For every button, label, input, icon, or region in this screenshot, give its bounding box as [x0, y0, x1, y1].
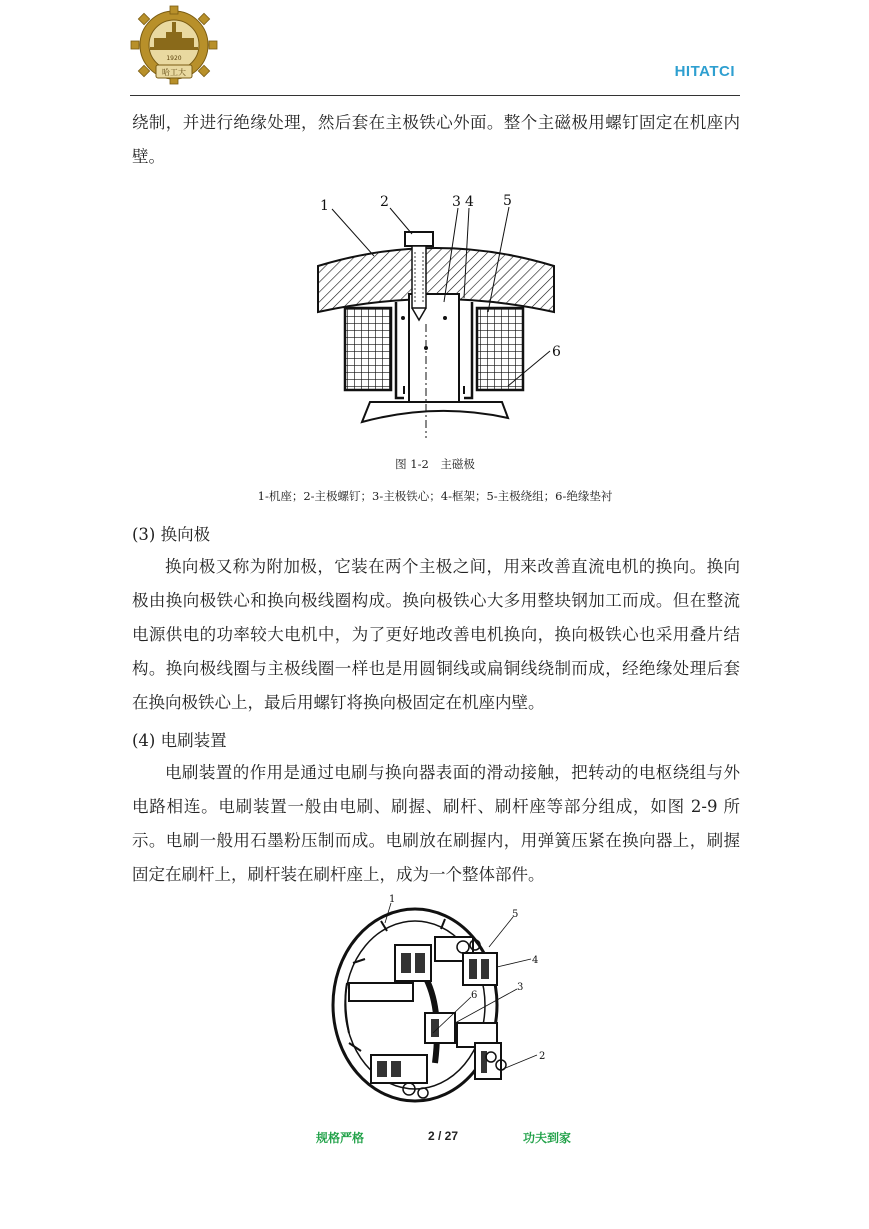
pole-bolt-head — [405, 232, 433, 246]
section4-heading: (4) 电刷装置 — [132, 731, 227, 750]
callout-6: 6 — [552, 344, 561, 360]
logo-year: 1920 — [166, 55, 182, 62]
callout-2: 2 — [380, 194, 389, 210]
university-logo — [126, 5, 222, 89]
header-rule — [130, 95, 740, 96]
logo-motto: 哈工大 — [162, 68, 186, 77]
callout-5: 5 — [512, 909, 519, 920]
paragraph-continuation: 绕制，并进行绝缘处理，然后套在主极铁心外面。整个主磁极用螺钉固定在机座内壁。 — [132, 113, 740, 166]
figure1-caption: 图 1-2 主磁极 — [395, 457, 475, 471]
callout-4: 4 — [465, 194, 474, 210]
brush-holder-top — [395, 945, 431, 981]
callout-6: 6 — [471, 990, 478, 1001]
section3-paragraph: 换向极又称为附加极，它装在两个主极之间，用来改善直流电机的换向。换向极由换向极铁心和换向极线圈构成。换向极铁心大多用整块钢加工而成。但在整流电源供电的功率较大电机中，为了更好地改善电机换向，换向极铁心也采用叠片结构。换向极线圈与主极线圈一样也是用圆铜线或扁铜线绕制而成，经绝缘处理后套在换向极铁心上，最后用螺钉将换向极固定在机座内壁。 — [132, 557, 740, 712]
section3-heading: (3) 换向极 — [132, 525, 211, 544]
callout-4: 4 — [532, 955, 539, 966]
callout-3: 3 — [452, 194, 461, 210]
brand-text: HITATCI — [674, 63, 735, 80]
callout-5: 5 — [503, 193, 512, 209]
footer-motto-right: 功夫到家 — [523, 1131, 572, 1145]
brush-gear-diagram — [325, 893, 547, 1118]
pole-bolt-shank — [412, 246, 426, 308]
pole-core — [409, 294, 459, 408]
footer-motto-left: 规格严格 — [316, 1131, 365, 1145]
field-winding-left — [345, 308, 391, 390]
section4-paragraph: 电刷装置的作用是通过电刷与换向器表面的滑动接触，把转动的电枢绕组与外电路相连。电刷装置一般由电刷、刷握、刷杆、刷杆座等部分组成，如图 2-9 所示。电刷一般用石墨粉压制而成。电刷放在刷握内，用弹簧压紧在换向器上，刷握固定在刷杆上，刷杆装在刷杆座上，成为一个整体部件。 — [132, 763, 740, 884]
callout-2: 2 — [539, 1051, 546, 1062]
field-winding-right — [477, 308, 523, 390]
figure1-note: 1-机座；2-主极螺钉；3-主极铁心；4-框架；5-主极绕组；6-绝缘垫衬 — [257, 489, 613, 503]
callout-3: 3 — [517, 982, 524, 993]
page-number: 2 / 27 — [428, 1129, 459, 1143]
pole-shoe — [362, 402, 508, 422]
callout-1: 1 — [320, 198, 329, 214]
main-pole-diagram — [312, 190, 560, 440]
callout-1: 1 — [389, 894, 396, 905]
